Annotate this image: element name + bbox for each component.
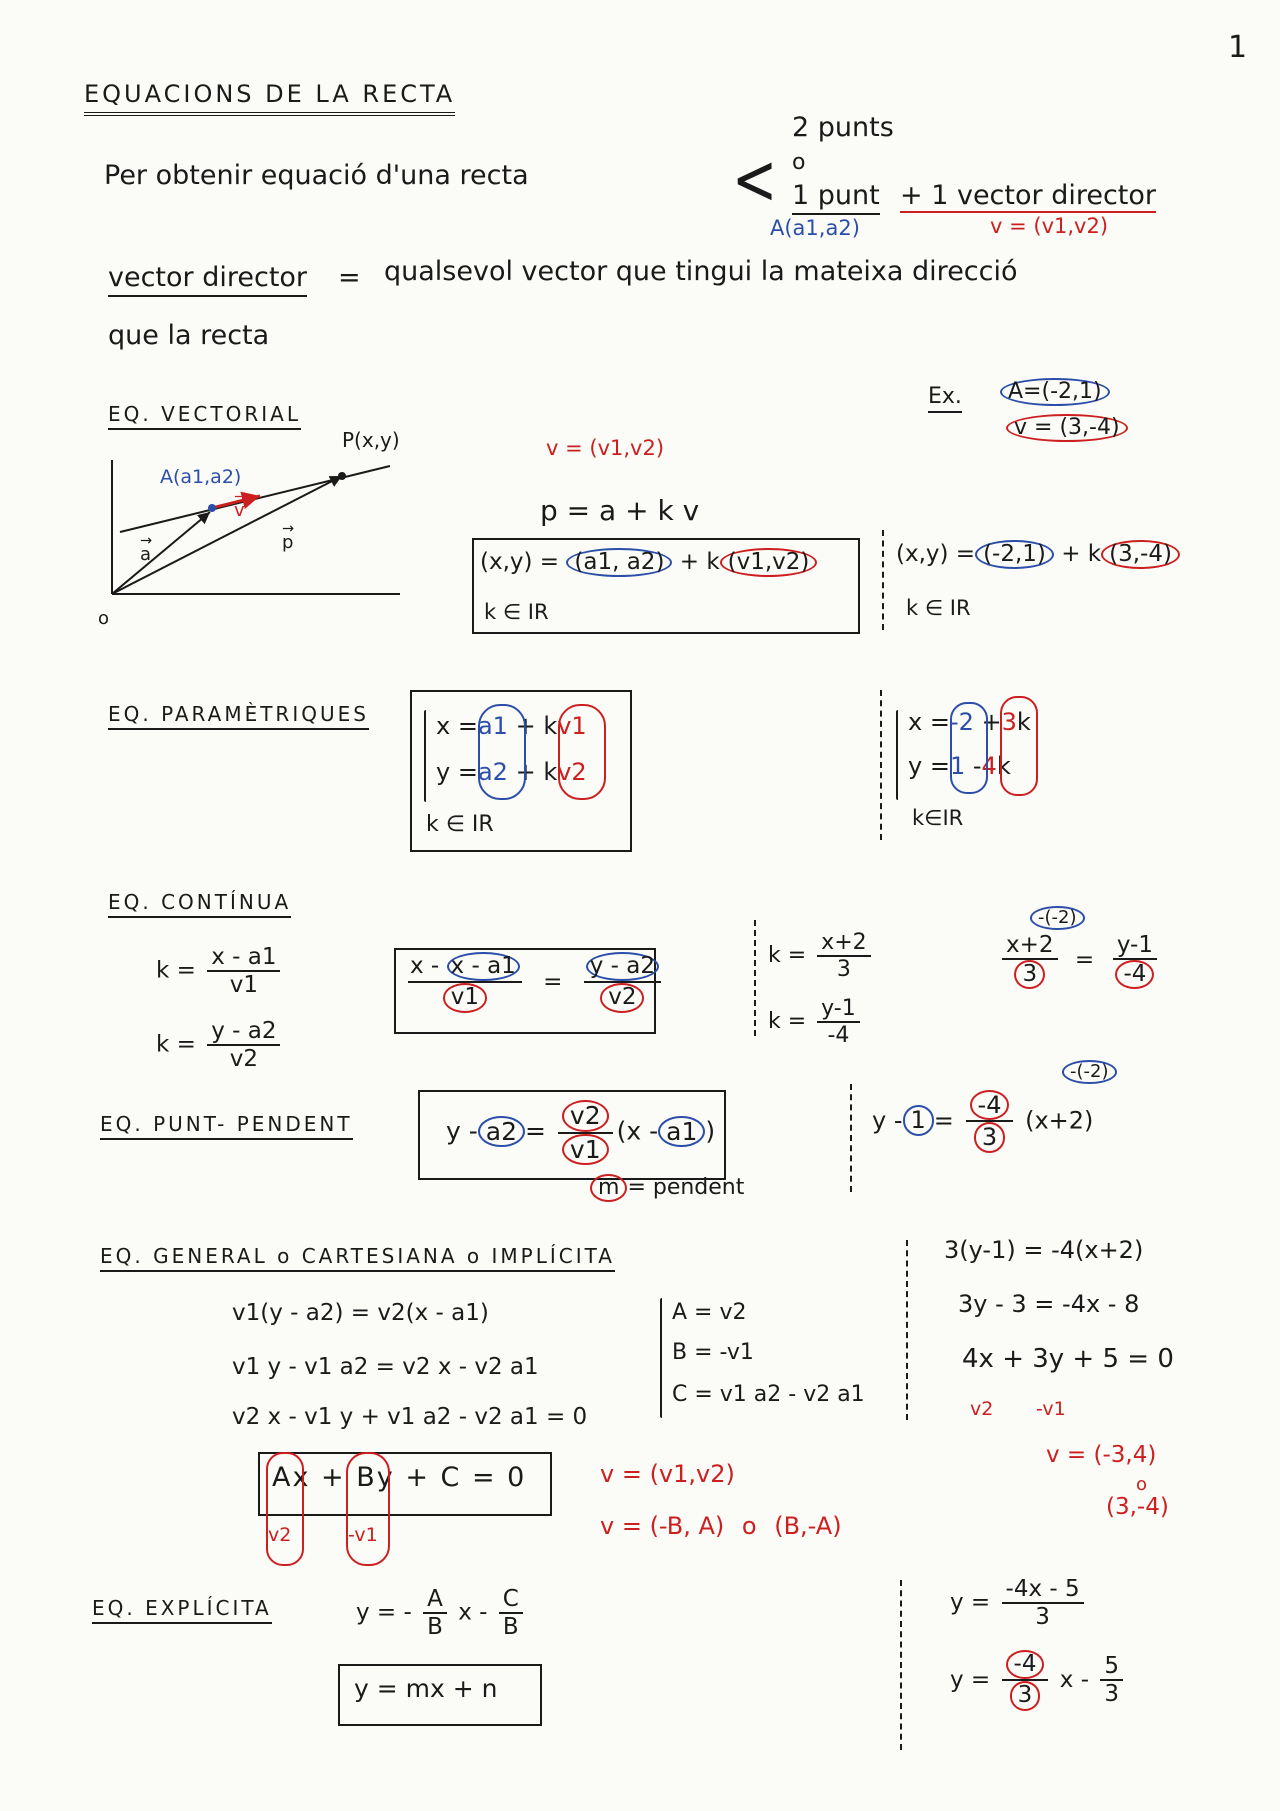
vectorial-box-line2: k ∈ IR: [484, 600, 549, 624]
general-ex-1: 3(y-1) = -4(x+2): [944, 1236, 1144, 1264]
continua-ex-note: [1030, 906, 1085, 930]
vectorial-formula: p = a + k v: [540, 494, 700, 527]
cont-ex-k2-num: y-1: [817, 996, 860, 1023]
cont-ex-k2-den: -4: [827, 1023, 850, 1048]
exp-lhs: y = -: [356, 1599, 412, 1626]
pp-ex-lhs: y -: [872, 1106, 903, 1135]
general-vec-or: o: [741, 1512, 757, 1540]
pp-ex-den: 3: [974, 1122, 1005, 1152]
vectorial-a-oval: (a1, a2): [566, 548, 672, 577]
exp-ex1-num: -4x - 5: [1002, 1576, 1084, 1604]
general-step-3: v2 x - v1 y + v1 a2 - v2 a1 = 0: [232, 1404, 588, 1430]
pp-a1: a1: [658, 1116, 705, 1148]
cont-ex-num2: y-1: [1113, 932, 1157, 960]
param-y-lhs: y =: [436, 758, 478, 786]
intro-or: o: [792, 150, 806, 175]
explicita-box-formula: y = mx + n: [354, 1674, 498, 1703]
vectorial-example-line2: k ∈ IR: [906, 596, 971, 620]
cont-num2: y - a2: [586, 952, 659, 981]
general-coef-brace: [660, 1298, 662, 1418]
cont-ex-k2-lhs: k =: [768, 1009, 807, 1034]
explicita-line1: [356, 1586, 527, 1640]
cont-k1-lhs: k =: [156, 957, 196, 984]
general-ex-2: 3y - 3 = -4x - 8: [958, 1290, 1140, 1318]
vectorial-lhs: (x,y): [480, 549, 533, 575]
explicita-ex-1: [950, 1576, 1088, 1630]
punt-pendent-separator: [850, 1084, 852, 1192]
general-vec-2: [600, 1512, 842, 1540]
param-ex-k1: k: [1016, 708, 1031, 736]
vectorial-ex-lhs: (x,y) =: [896, 541, 976, 567]
example-point: [1000, 378, 1110, 406]
vectorial-example-line1: [896, 540, 1180, 569]
punt-pendent-example: [872, 1090, 1093, 1153]
param-ex-a1: -2: [949, 708, 974, 736]
exp-ex2-den2: 3: [1104, 1681, 1119, 1708]
cont-ex-k1-lhs: k =: [768, 943, 807, 968]
vector-a-line: [112, 512, 210, 594]
intro-option-two-points: 2 punts: [792, 112, 894, 143]
vectorial-v-def: v = (v1,v2): [546, 436, 665, 460]
pp-ex-note: [1062, 1060, 1117, 1084]
general-coef-b: B = -v1: [672, 1340, 754, 1365]
diagram-v-text: → v: [234, 500, 245, 521]
general-step-1: v1(y - a2) = v2(x - a1): [232, 1300, 489, 1326]
cont-den1: v1: [443, 983, 487, 1012]
diagram-a-label: [140, 544, 151, 565]
cont-ex-num1: x+2: [1002, 932, 1058, 960]
intro-point-label: A(a1,a2): [770, 216, 860, 240]
diagram-origin: o: [98, 608, 110, 629]
exp-num2: C: [499, 1586, 523, 1614]
diagram-p-label: [282, 532, 293, 553]
vectorial-ex-plus: + k: [1061, 541, 1102, 567]
vectorial-title-text: EQ. VECTORIAL: [108, 402, 301, 430]
cont-k2-den: v2: [229, 1046, 258, 1072]
cont-ex-k1-den: 3: [836, 957, 851, 982]
general-step-2: v1 y - v1 a2 = v2 x - v2 a1: [232, 1354, 539, 1380]
vectorial-box-line1: [480, 548, 817, 577]
punt-pendent-note: [590, 1174, 744, 1202]
general-under-b: -v1: [348, 1524, 378, 1546]
general-coef-a: A = v2: [672, 1300, 747, 1325]
exp-den2: B: [502, 1614, 519, 1640]
cont-ex-den1: 3: [1014, 960, 1045, 989]
section-title-punt-pendent: [100, 1112, 353, 1136]
intro-brace: <: [732, 138, 778, 221]
pp-ex-rhs: (x+2): [1025, 1106, 1094, 1135]
param-ex-blue-oval: [950, 702, 988, 794]
cont-x: x -: [410, 953, 447, 979]
explicita-separator: [900, 1580, 902, 1750]
continua-ex-k1: [768, 930, 875, 982]
page-number: 1: [1228, 30, 1248, 65]
exp-den1: B: [427, 1614, 443, 1640]
pp-rhs: (x -: [616, 1116, 659, 1146]
param-a1: a1: [477, 712, 508, 740]
definition-text: qualsevol vector que tingui la mateixa direcció: [384, 256, 1018, 287]
page-title: EQUACIONS DE LA RECTA: [84, 80, 455, 116]
cont-num1: x - a1: [447, 952, 520, 981]
general-a-oval: [266, 1452, 304, 1566]
param-x-lhs: x =: [436, 712, 478, 740]
exp-num1: A: [423, 1586, 447, 1614]
general-vec-2a: v = (-B, A): [600, 1512, 725, 1540]
general-ex-3: 4x + 3y + 5 = 0: [962, 1344, 1174, 1374]
param-red-oval: [558, 704, 606, 800]
general-ex-vec-or: o: [1136, 1474, 1148, 1495]
example-point-text: A=(-2,1): [1000, 378, 1110, 406]
parametric-line3: k ∈ IR: [426, 812, 494, 837]
punt-pendent-formula: [446, 1100, 715, 1165]
section-title-parametric: [108, 702, 369, 726]
pp-title-text: EQ. PUNT- PENDENT: [100, 1112, 353, 1140]
param-ex-line3: k∈IR: [912, 806, 964, 830]
intro-vector-label: v = (v1,v2): [990, 214, 1109, 238]
cont-ex-eq: =: [1074, 947, 1095, 974]
intro-option-vector: [900, 180, 1156, 211]
exp-mid: x -: [458, 1599, 488, 1626]
cont-ex-note-text: -(-2): [1030, 906, 1085, 930]
section-title-explicita: [92, 1596, 272, 1620]
param-blue-oval: [478, 704, 526, 800]
param-plus-k2: + k: [515, 758, 558, 786]
cont-k2-lhs: k =: [156, 1031, 196, 1058]
vectorial-eq: =: [539, 549, 560, 575]
example-label-text: Ex.: [928, 384, 962, 413]
param-ex-x: x =: [908, 708, 950, 736]
exp-ex2-mid: x -: [1059, 1666, 1089, 1693]
cont-eq: =: [543, 968, 563, 995]
example-label: [928, 384, 962, 409]
exp-ex2-num1: -4: [1006, 1650, 1045, 1679]
section-title-general: [100, 1244, 615, 1268]
pp-a2: a2: [478, 1116, 525, 1148]
param-ex-red-oval: [1000, 696, 1038, 796]
general-coef-c: C = v1 a2 - v2 a1: [672, 1382, 865, 1407]
pp-num: v2: [562, 1100, 609, 1132]
pp-ex-num: -4: [970, 1090, 1010, 1120]
exp-ex1-lhs: y =: [950, 1589, 991, 1616]
param-a2: a2: [477, 758, 508, 786]
section-title-vectorial: [108, 402, 301, 426]
point-p-dot: [338, 472, 346, 480]
example-vector: [1006, 414, 1128, 442]
continua-box-content: [404, 952, 665, 1013]
definition-eq: =: [338, 262, 361, 293]
parametric-separator: [880, 690, 882, 840]
explicita-title-text: EQ. EXPLÍCITA: [92, 1596, 272, 1624]
pp-ex-note-text: -(-2): [1062, 1060, 1117, 1084]
cont-k1-den: v1: [229, 972, 258, 998]
intro-vector-text: + 1 vector director: [900, 180, 1156, 211]
vectorial-plus-k: + k: [679, 549, 720, 575]
continua-title-text: EQ. CONTÍNUA: [108, 890, 291, 918]
general-vec-2b: (B,-A): [774, 1512, 842, 1540]
general-ex-vec-2: (3,-4): [1106, 1494, 1169, 1520]
continua-separator: [754, 920, 756, 1036]
param-v2: v2: [557, 758, 587, 786]
parametric-brace: [424, 710, 426, 802]
diagram-a-point: A(a1,a2): [160, 466, 242, 488]
general-ex-under-1: v2: [970, 1398, 994, 1420]
param-ex-k2: k: [996, 752, 1011, 780]
general-separator: [906, 1240, 908, 1420]
pp-lhs: y -: [446, 1116, 478, 1146]
explicita-ex-2: [950, 1650, 1127, 1711]
definition-term: [108, 262, 307, 293]
vectorial-diagram: [90, 432, 420, 622]
pp-ex-eq: =: [933, 1106, 954, 1135]
diagram-p-point: P(x,y): [342, 428, 400, 452]
cont-k1-num: x - a1: [207, 944, 280, 972]
general-under-a: v2: [268, 1524, 292, 1546]
pp-close: ): [705, 1116, 716, 1146]
param-plus-k1: + k: [515, 712, 558, 740]
continua-ex-result: [998, 932, 1162, 989]
param-ex-v1: 3: [1001, 708, 1017, 736]
exp-ex1-den: 3: [1035, 1604, 1050, 1630]
param-ex-brace: [896, 710, 898, 800]
pp-eq: =: [525, 1116, 546, 1146]
param-ex-v2: 4: [981, 752, 997, 780]
cont-ex-k1-num: x+2: [817, 930, 870, 957]
pp-note-text: = pendent: [627, 1175, 745, 1200]
param-v1: v1: [557, 712, 587, 740]
cont-den2: v2: [600, 983, 644, 1012]
general-ex-under-2: -v1: [1036, 1398, 1066, 1420]
general-b-oval: [346, 1452, 390, 1566]
section-title-continua: [108, 890, 291, 914]
general-box-formula: Ax + By + C = 0: [272, 1462, 527, 1493]
intro-text: Per obtenir equació d'una recta: [104, 160, 529, 191]
pp-note-m: m: [590, 1174, 627, 1202]
vectorial-separator: [882, 530, 884, 630]
param-ex-a2: 1: [949, 752, 966, 780]
diagram-v-label: [234, 500, 245, 521]
continua-ex-k2: [768, 996, 864, 1048]
param-ex-plus1: +: [981, 708, 1002, 736]
vectorial-v-oval: (v1,v2): [720, 548, 818, 577]
example-vector-text: v = (3,-4): [1006, 414, 1128, 442]
general-ex-vec: v = (-3,4): [1046, 1442, 1157, 1468]
definition-term-text: vector director: [108, 262, 307, 297]
pp-ex-a: 1: [903, 1105, 934, 1135]
vectorial-ex-v-oval: (3,-4): [1101, 540, 1180, 569]
cont-k2-num: y - a2: [207, 1018, 280, 1046]
pp-den: v1: [562, 1134, 609, 1166]
definition-text-2: que la recta: [108, 320, 270, 351]
intro-point-text: 1 punt: [792, 180, 880, 215]
vectorial-ex-a-oval: (-2,1): [975, 540, 1054, 569]
param-ex-y: y =: [908, 752, 950, 780]
param-ex-plus2: -: [972, 752, 982, 780]
intro-option-point: [792, 180, 880, 211]
exp-ex2-num2: 5: [1100, 1653, 1123, 1681]
diagram-p-text: → p: [282, 532, 293, 553]
continua-k2: [156, 1018, 284, 1072]
parametric-title-text: EQ. PARAMÈTRIQUES: [108, 702, 369, 730]
continua-k1: [156, 944, 284, 998]
general-vec-1: v = (v1,v2): [600, 1460, 735, 1488]
exp-ex2-lhs: y =: [950, 1666, 991, 1693]
general-title-text: EQ. GENERAL o CARTESIANA o IMPLÍCITA: [100, 1244, 615, 1272]
point-a-dot: [208, 504, 216, 512]
exp-ex2-den1: 3: [1010, 1681, 1041, 1710]
diagram-a-text: → a: [140, 544, 151, 565]
cont-ex-den2: -4: [1115, 960, 1154, 989]
